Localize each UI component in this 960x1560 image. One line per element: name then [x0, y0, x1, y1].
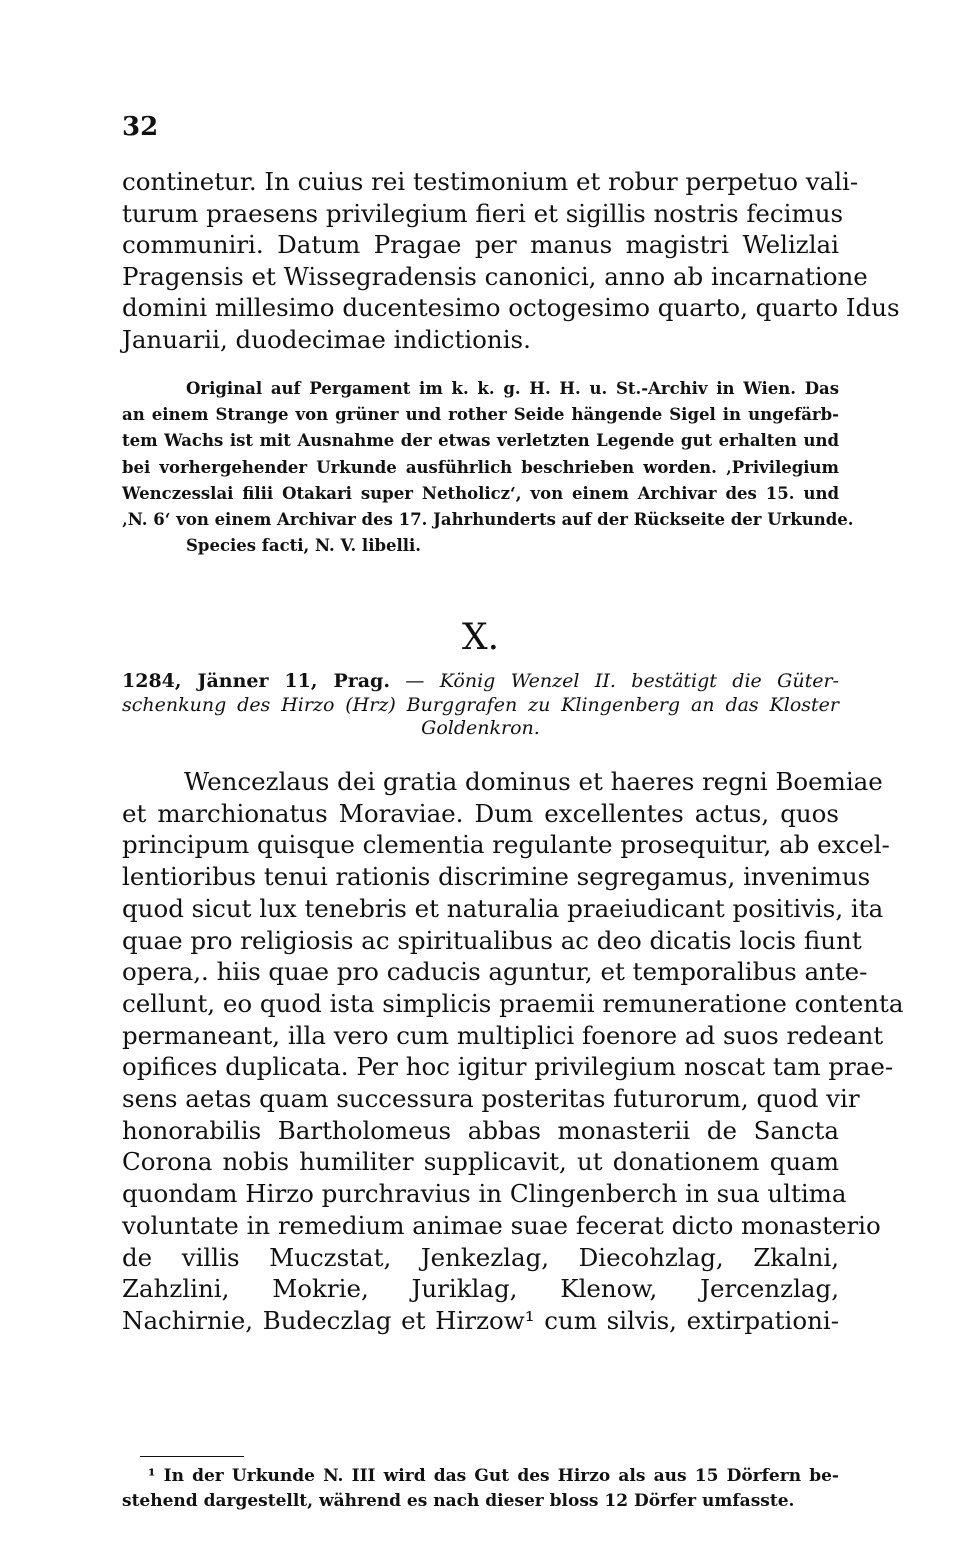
- text-line: Januarii, duodecimae indictionis.: [122, 324, 531, 354]
- note-line: Original auf Pergament im k. k. g. H. H. u. St.-Archiv in Wien. Das: [186, 379, 839, 398]
- footnote-rule: [140, 1456, 244, 1457]
- regest-line: [122, 694, 839, 718]
- text-line: permaneant, illa vero cum multiplici foenore ad suos redeant: [122, 1020, 884, 1050]
- regest-line: [122, 717, 839, 741]
- text-line: de villis Muczstat, Jenkezlag, Diecohzlag, Zkalni,: [122, 1242, 839, 1272]
- text-line: domini millesimo ducentesimo octogesimo quarto, quarto Idus: [122, 293, 900, 323]
- text-line: Corona nobis humiliter supplicavit, ut donationem quam: [122, 1147, 839, 1177]
- regest-summary: König Wenzel II. bestätigt die Güter-: [439, 670, 839, 692]
- text-line: turum praesens privilegium fieri et sigillis nostris fecimus: [122, 198, 844, 228]
- text-line: honorabilis Bartholomeus abbas monasterii de Sancta: [122, 1115, 839, 1145]
- text-line: Wencezlaus dei gratia dominus et haeres regni Boemiae: [184, 767, 883, 796]
- text-line: communiri. Datum Pragae per manus magistri Welizlai: [122, 230, 839, 260]
- archival-note: [122, 376, 854, 559]
- page-number: 32: [122, 112, 159, 142]
- text-line: sens aetas quam successura posteritas futurorum, quod vir: [122, 1084, 860, 1114]
- text-line: et marchionatus Moraviae. Dum excellentes actus, quos: [122, 798, 839, 828]
- regest: [122, 670, 839, 741]
- regest-summary: schenkung des Hirzo (Hrz) Burggrafen zu Klingenberg an das Kloster: [122, 693, 839, 716]
- charter-text: [122, 766, 904, 1337]
- section-heading: X.: [461, 617, 500, 658]
- footnote-line: stehend dargestellt, während es nach dieser bloss 12 Dörfer umfasste.: [122, 1491, 795, 1511]
- regest-date-place: 1284, Jänner 11, Prag.: [122, 670, 390, 692]
- regest-line: [122, 670, 839, 694]
- note-line: tem Wachs ist mit Ausnahme der etwas verletzten Legende gut erhalten und: [122, 431, 839, 451]
- text-line: voluntate in remedium animae suae fecerat dicto monasterio: [122, 1210, 881, 1240]
- regest-summary: Goldenkron.: [421, 717, 540, 739]
- text-line: Zahzlini, Mokrie, Juriklag, Klenow, Jercenzlag,: [122, 1274, 839, 1304]
- document-paragraph: [122, 166, 900, 356]
- note-line: Wenczesslai filii Otakari super Netholicz‘, von einem Archivar des 15. und: [122, 483, 839, 503]
- text-line: opifices duplicata. Per hoc igitur privilegium noscat tam prae-: [122, 1052, 894, 1082]
- text-line: principum quisque clementia regulante prosequitur, ab excel-: [122, 830, 890, 860]
- note-line: an einem Strange von grüner und rother Seide hängende Sigel in ungefärb-: [122, 405, 839, 425]
- text-line: lentioribus tenui rationis discrimine segregamus, invenimus: [122, 862, 871, 892]
- text-line: cellunt, eo quod ista simplicis praemii remuneratione contenta: [122, 988, 904, 1018]
- text-line: quae pro religiosis ac spiritualibus ac deo dicatis locis fiunt: [122, 925, 862, 955]
- footnote: [122, 1464, 839, 1514]
- note-line: Species facti, N. V. libelli.: [186, 536, 422, 556]
- text-line: quondam Hirzo purchravius in Clingenberch in sua ultima: [122, 1179, 847, 1209]
- text-line: quod sicut lux tenebris et naturalia praeiudicant positivis, ita: [122, 893, 884, 923]
- text-line: Nachirnie, Budeczlag et Hirzow¹ cum silvis, extirpationi-: [122, 1305, 839, 1335]
- text-line: continetur. In cuius rei testimonium et robur perpetuo vali-: [122, 167, 859, 196]
- note-line: ‚N. 6‘ von einem Archivar des 17. Jahrhunderts auf der Rückseite der Urkunde.: [122, 510, 854, 530]
- footnote-line: ¹ In der Urkunde N. III wird das Gut des Hirzo als aus 15 Dörfern be-: [148, 1466, 839, 1486]
- text-line: Pragensis et Wissegradensis canonici, anno ab incarnatione: [122, 261, 868, 291]
- regest-dash: —: [389, 670, 440, 692]
- text-line: opera,. hiis quae pro caducis aguntur, et temporalibus ante-: [122, 957, 868, 987]
- note-line: bei vorhergehender Urkunde ausführlich beschrieben worden. ‚Privilegium: [122, 457, 839, 477]
